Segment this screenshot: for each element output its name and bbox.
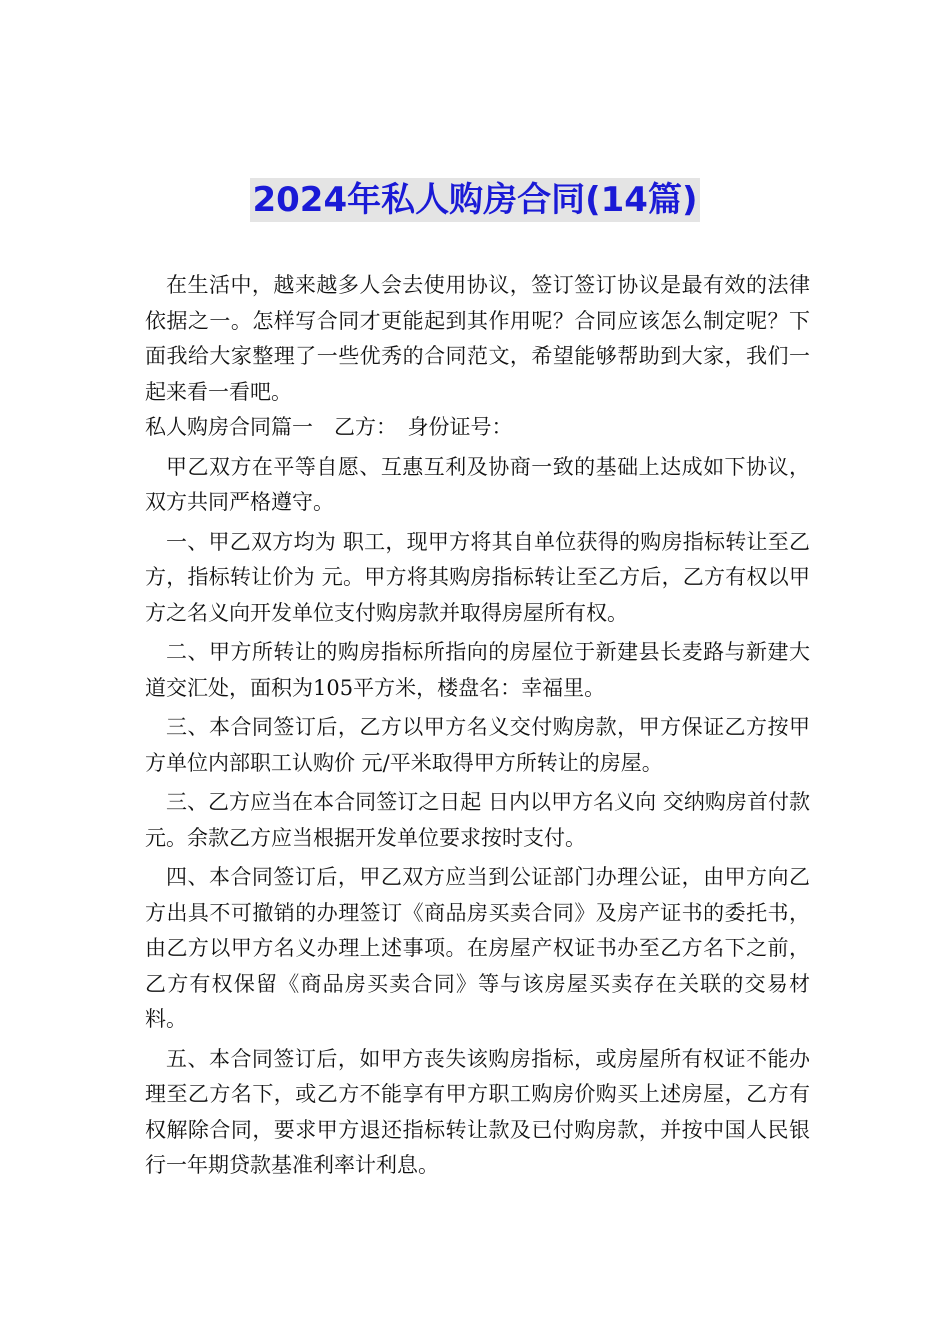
clause-3b: 三、乙方应当在本合同签订之日起 日内以甲方名义向 交纳购房首付款 元。余款乙方应当根据开发单位要求按时支付。 bbox=[145, 790, 810, 850]
clause-1: 一、甲乙双方均为 职工，现甲方将其自单位获得的购房指标转让至乙方，指标转让价为 元。甲方将其购房指标转让至乙方后，乙方有权以甲方之名义向开发单位支付购房款并取得房屋所有权。 bbox=[145, 529, 810, 625]
clause-3: 三、本合同签订后，乙方以甲方名义交付购房款，甲方保证乙方按甲方单位内部职工认购价 元/平米取得甲方所转让的房屋。 bbox=[145, 715, 810, 775]
title-wrap bbox=[0, 178, 950, 222]
intro-paragraph: 在生活中，越来越多人会去使用协议，签订签订协议是最有效的法律依据之一。怎样写合同才更能起到其作用呢？合同应该怎么制定呢？下面我给大家整理了一些优秀的合同范文，希望能够帮助到大家，我们一起来看一看吧。 bbox=[145, 273, 810, 404]
agreement-paragraph: 甲乙双方在平等自愿、互惠互利及协商一致的基础上达成如下协议，双方共同严格遵守。 bbox=[145, 454, 810, 514]
clause-2: 二、甲方所转让的购房指标所指向的房屋位于新建县长麦路与新建大道交汇处，面积为105平方米，楼盘名：幸福里。 bbox=[145, 640, 810, 700]
document-body bbox=[145, 268, 810, 1184]
clause-5: 五、本合同签订后，如甲方丧失该购房指标，或房屋所有权证不能办理至乙方名下，或乙方不能享有甲方职工购房价购买上述房屋，乙方有权解除合同，要求甲方退还指标转让款及已付购房款，并按中国人民银行一年期贷款基准利率计利息。 bbox=[145, 1046, 810, 1177]
document-title: 2024年私人购房合同(14篇) bbox=[252, 180, 698, 220]
clause-4: 四、本合同签订后，甲乙双方应当到公证部门办理公证，由甲方向乙方出具不可撤销的办理签订《商品房买卖合同》及房产证书的委托书，由乙方以甲方名义办理上述事项。在房屋产权证书办至乙方名下之前，乙方有权保留《商品房买卖合同》等与该房屋买卖存在关联的交易材料。 bbox=[145, 865, 810, 1031]
section-heading: 私人购房合同篇一 乙方： 身份证号： bbox=[145, 415, 513, 439]
